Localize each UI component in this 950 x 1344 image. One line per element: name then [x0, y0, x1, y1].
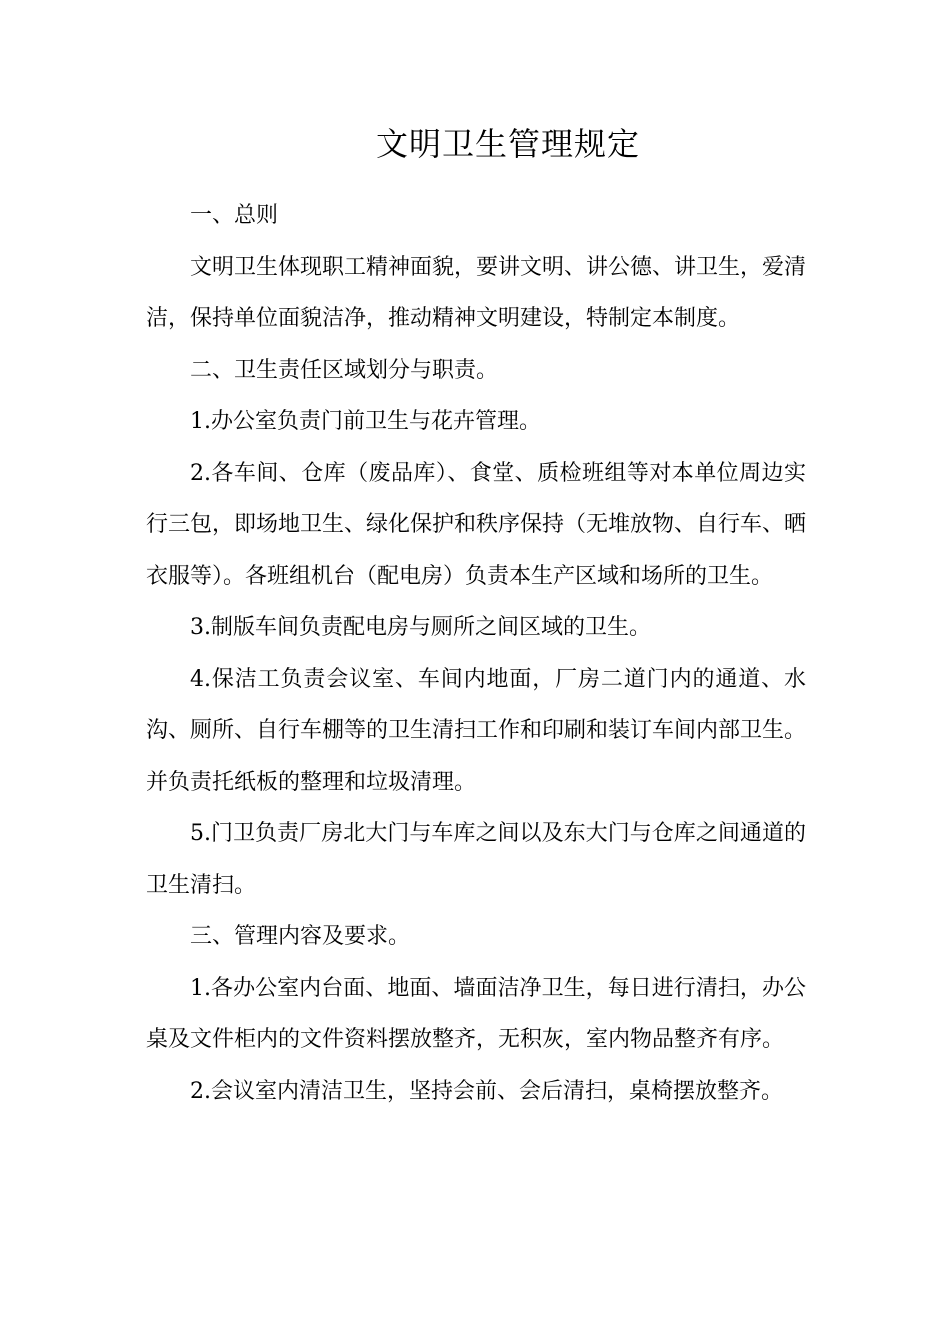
section-heading-requirements: 三、管理内容及要求。	[190, 924, 411, 949]
list-item-meeting-room: 2.会议室内清洁卫生，坚持会前、会后清扫，桌椅摆放整齐。	[190, 1078, 783, 1104]
list-item-workshops: 2.各车间、仓库（废品库）、食堂、质检班组等对本单位周边实行三包，即场地卫生、绿化保护和秩序保持（无堆放物、自行车、晒衣服等）。各班组机台（配电房）负责本生产区域和场所的卫生。	[146, 460, 807, 589]
list-item-office: 1.办公室负责门前卫生与花卉管理。	[190, 409, 541, 434]
list-item-offices-clean: 1.各办公室内台面、地面、墙面洁净卫生，每日进行清扫，办公桌及文件柜内的文件资料摆放整齐，无积灰，室内物品整齐有序。	[146, 975, 806, 1052]
list-item-guards: 5.门卫负责厂房北大门与车库之间以及东大门与仓库之间通道的卫生清扫。	[146, 821, 806, 898]
section-heading-general: 一、总则	[190, 203, 279, 228]
list-item-cleaners: 4.保洁工负责会议室、车间内地面，厂房二道门内的通道、水沟、厕所、自行车棚等的卫生清扫工作和印刷和装订车间内部卫生。并负责托纸板的整理和垃圾清理。	[146, 666, 807, 795]
paragraph-general-purpose: 文明卫生体现职工精神面貌，要讲文明、讲公德、讲卫生，爱清洁，保持单位面貌洁净，推动精神文明建设，特制定本制度。	[146, 254, 807, 331]
list-item-plate-workshop: 3.制版车间负责配电房与厕所之间区域的卫生。	[190, 615, 651, 640]
document-body	[146, 190, 806, 1117]
section-heading-responsibility: 二、卫生责任区域划分与职责。	[190, 357, 499, 383]
document-title: 文明卫生管理规定	[375, 125, 640, 163]
